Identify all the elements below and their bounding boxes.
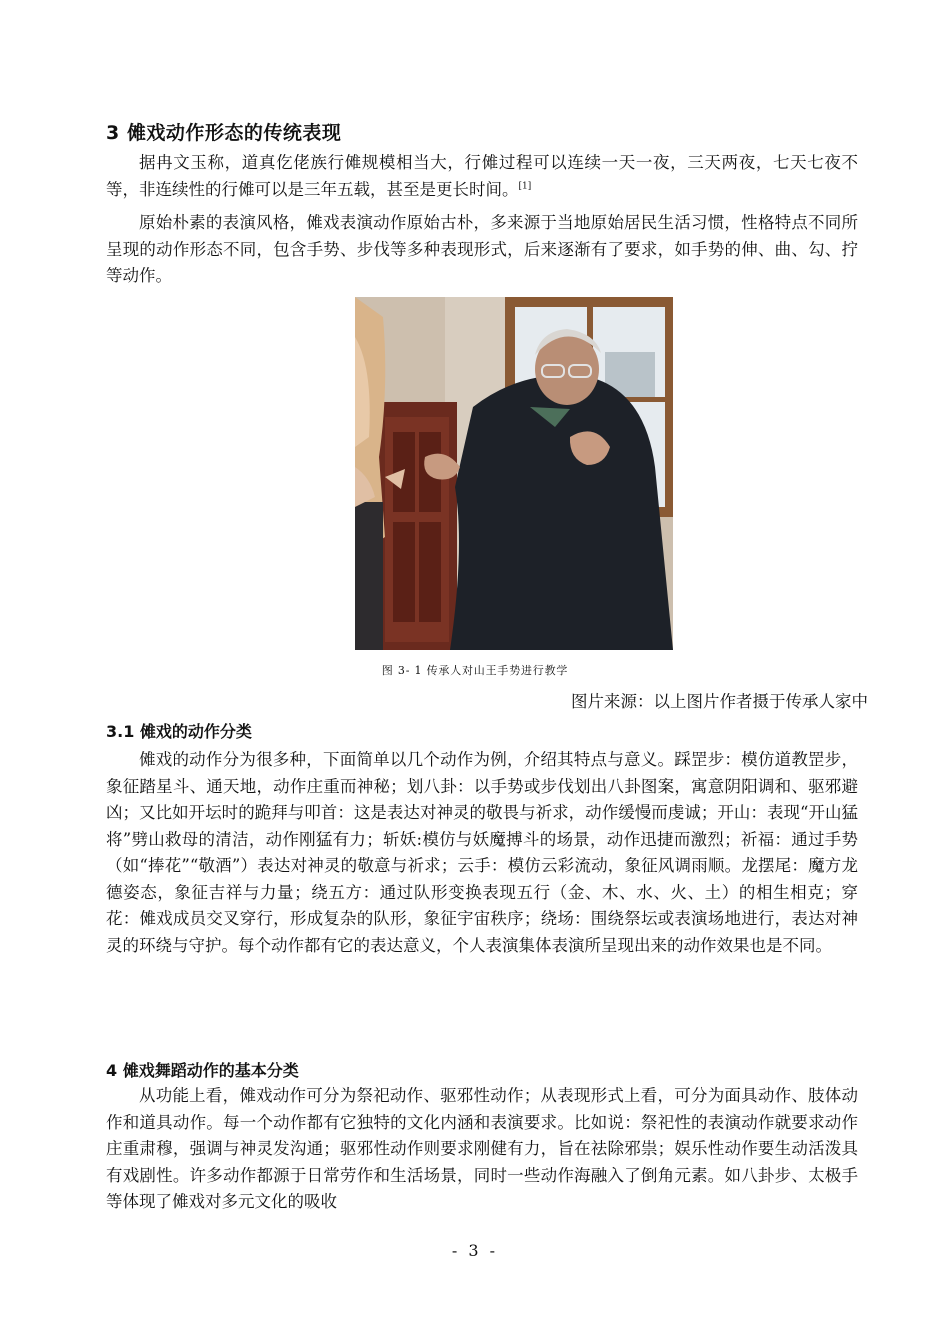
paragraph-1-text: 据冉文玉称，道真仡佬族行傩规模相当大，行傩过程可以连续一天一夜，三天两夜，七天七夜不等，非连续性的行傩可以是三年五载，甚至是更长时间。 — [106, 153, 858, 199]
photo-illustration — [355, 297, 673, 650]
citation-ref: [1] — [518, 181, 532, 191]
figure-photo — [355, 297, 673, 650]
figure-caption: 图 3- 1 传承人对山王手势进行教学 — [381, 664, 569, 677]
figure-source: 图片来源：以上图片作者摄于传承人家中 — [571, 692, 868, 711]
section-heading-4: 4 傩戏舞蹈动作的基本分类 — [106, 1061, 299, 1080]
page-number: - 3 - — [451, 1241, 499, 1260]
section-heading-3-1: 3.1 傩戏的动作分类 — [106, 722, 252, 741]
paragraph-1 — [106, 150, 858, 203]
paragraph-2: 原始朴素的表演风格，傩戏表演动作原始古朴，多来源于当地原始居民生活习惯，性格特点不同所呈现的动作形态不同，包含手势、步伐等多种表现形式，后来逐渐有了要求，如手势的伸、曲、勾、拧等动作。 — [106, 213, 858, 285]
paragraph-3: 傩戏的动作分为很多种，下面简单以几个动作为例，介绍其特点与意义。踩罡步：模仿道教罡步，象征踏星斗、通天地，动作庄重而神秘；划八卦：以手势或步伐划出八卦图案，寓意阴阳调和、驱邪避凶；又比如开坛时的跪拜与叩首：这是表达对神灵的敬畏与祈求，动作缓慢而虔诚；开山：表现“开山猛将”劈山救母的清洁，动作刚猛有力；斩妖:模仿与妖魔搏斗的场景，动作迅捷而激烈；祈福：通过手势（如“捧花”“敬酒”）表达对神灵的敬意与祈求；云手：模仿云彩流动，象征风调雨顺。龙摆尾：魔方龙德姿态，象征吉祥与力量；绕五方：通过队形变换表现五行（金、木、水、火、土）的相生相克；穿花：傩戏成员交叉穿行，形成复杂的队形，象征宇宙秩序；绕场：围绕祭坛或表演场地进行，表达对神灵的环绕与守护。每个动作都有它的表达意义，个人表演集体表演所呈现出来的动作效果也是不同。 — [106, 750, 858, 955]
section-heading-3: 3 傩戏动作形态的传统表现 — [106, 122, 342, 144]
paragraph-4: 从功能上看，傩戏动作可分为祭祀动作、驱邪性动作；从表现形式上看，可分为面具动作、肢体动作和道具动作。每一个动作都有它独特的文化内涵和表演要求。比如说：祭祀性的表演动作就要求动作庄重肃穆，强调与神灵发沟通；驱邪性动作则要求刚健有力，旨在祛除邪祟；娱乐性动作要生动活泼具有戏剧性。许多动作都源于日常劳作和生活场景，同时一些动作海融入了倒角元素。如八卦步、太极手等体现了傩戏对多元文化的吸收 — [106, 1086, 858, 1211]
